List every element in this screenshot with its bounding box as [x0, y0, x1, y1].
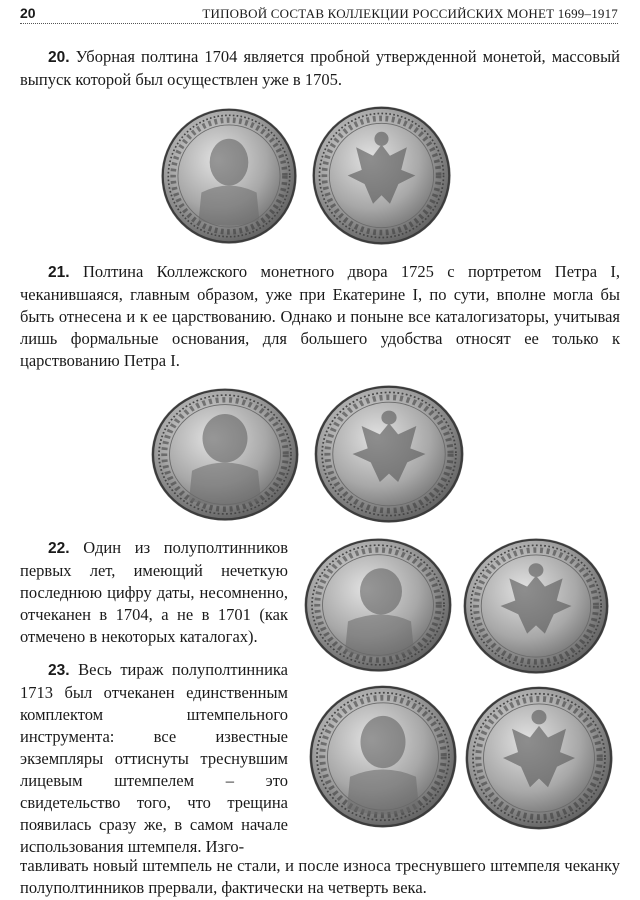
paragraph-20 [20, 46, 620, 91]
coin-1704-obverse-image [160, 107, 298, 245]
section-number-21: 21. [48, 264, 70, 281]
paragraph-22 [20, 537, 288, 648]
coin-1725-reverse-image [313, 384, 465, 524]
page-header [20, 4, 618, 24]
coin-1725-obverse-image [150, 387, 300, 522]
section-number-23: 23. [48, 662, 70, 679]
running-title: ТИПОВОЙ СОСТАВ КОЛЛЕКЦИИ РОССИЙСКИХ МОНЕТ 1699–1917 [202, 6, 618, 21]
coin-1704-half-poltina-obverse-image [303, 537, 453, 673]
coin-1713-obverse-image [308, 684, 458, 829]
section-number-20: 20. [48, 49, 70, 66]
coin-1713-reverse-image [464, 685, 614, 831]
paragraph-20-text: Уборная полтина 1704 является пробной утвержденной монетой, массовый выпуск которой был осуществлен уже в 1705. [20, 47, 620, 89]
paragraph-23-continued [20, 855, 620, 899]
paragraph-21-text: Полтина Коллежского монетного двора 1725 с портретом Петра I, чеканившаяся, главным образом, уже при Екатерине I, по сути, вполне могла бы быть отнесена и к ее царствованию. Однако и поныне все каталогизаторы, учитывая лишь формальные основания, для большего удобства относят ее только к царствованию Петра I. [20, 262, 621, 370]
paragraph-23-text-part2: тавливать новый штемпель не стали, и после износа треснувшего штемпеля чеканку полуполтинников прервали, фактически на четверть века. [20, 856, 620, 897]
paragraph-23 [20, 659, 288, 858]
header-rule [20, 23, 618, 24]
section-number-22: 22. [48, 540, 70, 557]
paragraph-22-text: Один из полуполтинников первых лет, имеющий нечеткую последнюю цифру даты, несомненно, отчеканен в 1704, а не в 1701 (как отмечено в некоторых каталогах). [20, 538, 289, 646]
page-number: 20 [20, 5, 36, 21]
coin-1704-half-poltina-reverse-image [462, 537, 610, 675]
paragraph-21 [20, 261, 620, 372]
paragraph-23-text-part1: Весь тираж полуполтинника 1713 был отчеканен единственным комплектом штемпельного инструмента: все известные экземпляры оттиснуты треснувшим лицевым штемпелем – это свидетельство того, что трещина появилась сразу же, в самом начале использования штемпеля. Изго- [20, 660, 288, 856]
coin-1704-reverse-image [311, 105, 452, 246]
